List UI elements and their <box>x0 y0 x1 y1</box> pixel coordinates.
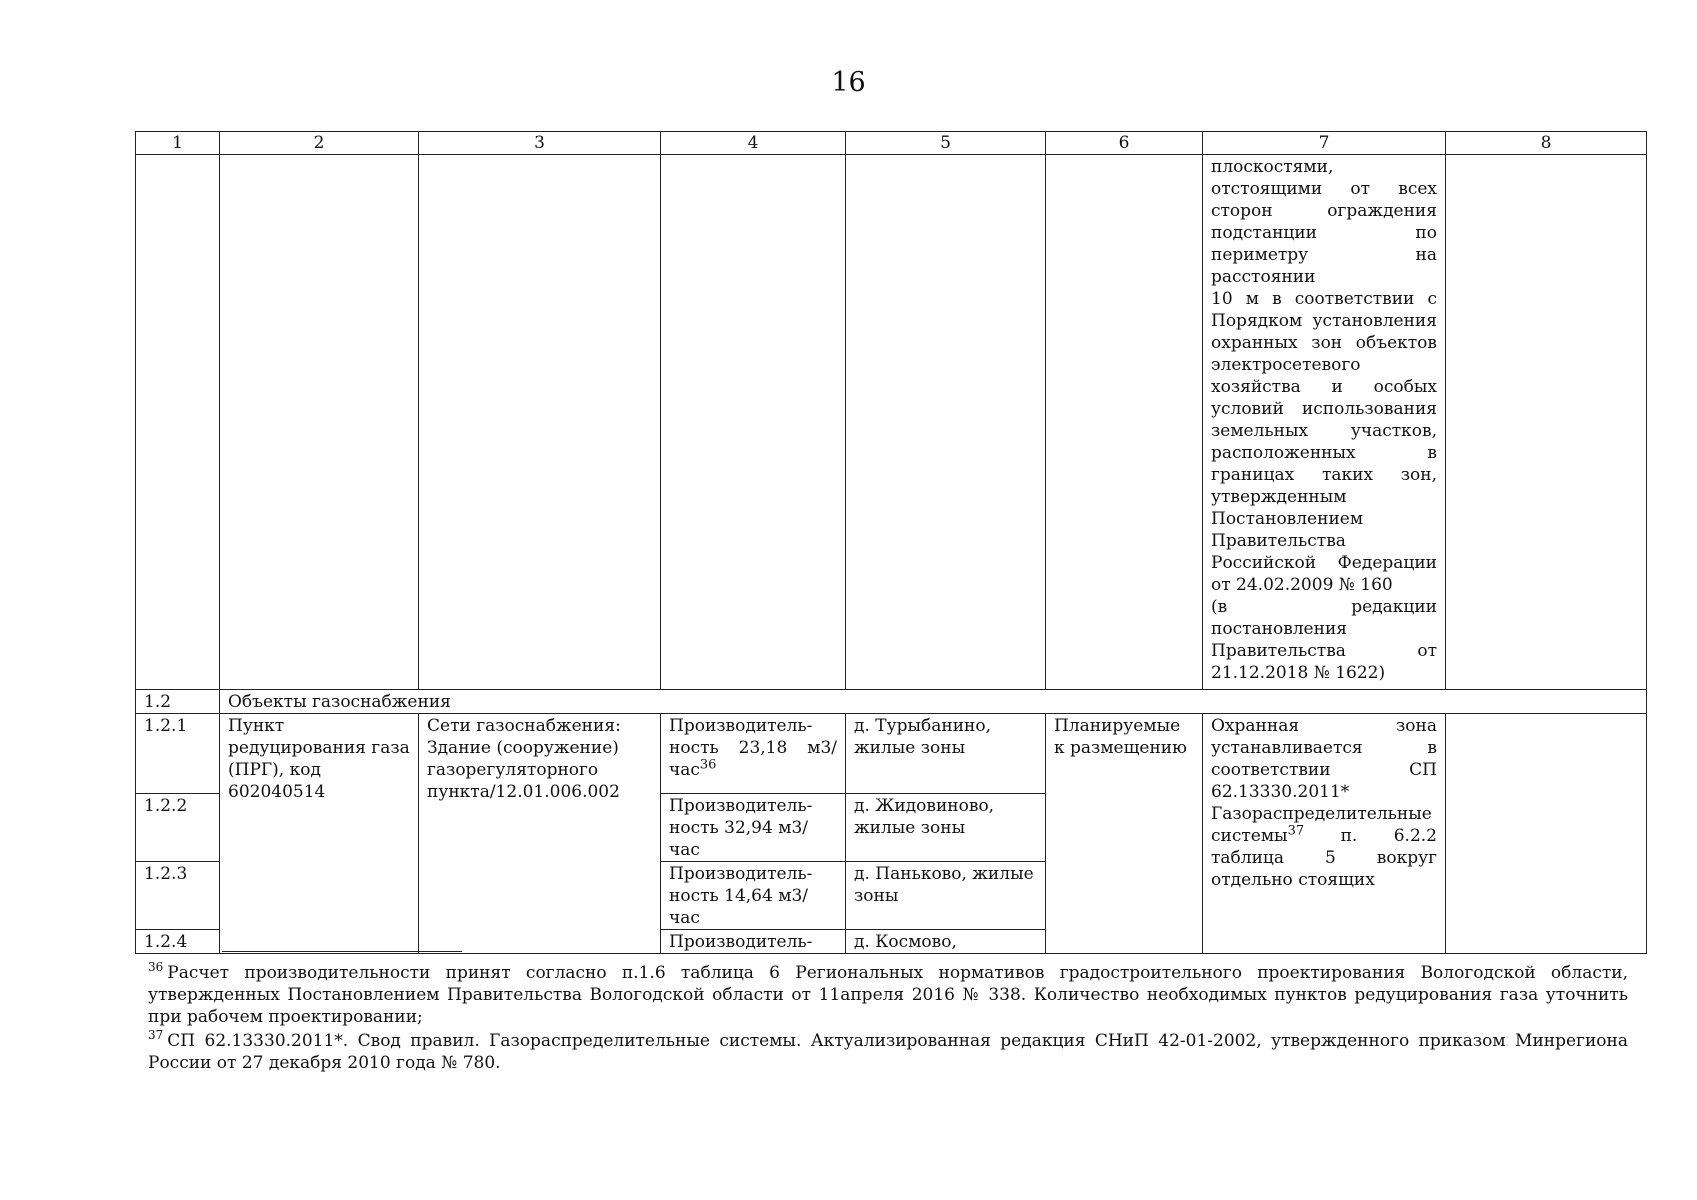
text-line: Российской Федерации <box>1211 553 1437 573</box>
object-purpose-cell: Сети газоснабжения: Здание (сооружение) газорегуляторного пункта/12.01.006.002 <box>419 714 661 954</box>
object-name-cell: Пункт редуцирования газа (ПРГ), код 602040514 <box>220 714 419 954</box>
column-header: 6 <box>1046 132 1203 155</box>
capacity-text: Производитель-ность 23,18 м3/час <box>669 716 837 780</box>
table-cell <box>419 155 661 690</box>
text-line: земельных участков, <box>1211 421 1437 441</box>
text-line: хозяйства и особых <box>1211 377 1437 397</box>
text-line: Правительства <box>1211 531 1346 551</box>
column-header: 7 <box>1203 132 1446 155</box>
footnote-mark: 37 <box>148 1028 164 1043</box>
column-header: 3 <box>419 132 661 155</box>
text-line: (в редакции <box>1211 597 1437 617</box>
text-line: границах таких зон, <box>1211 465 1437 485</box>
text-line: Порядком установления <box>1211 311 1437 331</box>
table-cell <box>1446 714 1647 954</box>
table-row <box>136 714 1647 794</box>
footnote-ref: 37 <box>1287 823 1305 839</box>
footnote-ref: 36 <box>699 757 717 773</box>
text-line: постановления <box>1211 619 1348 639</box>
continuation-row <box>136 155 1647 690</box>
text-line: подстанции по <box>1211 223 1437 243</box>
text-line: охранных зон объектов <box>1211 333 1437 353</box>
section-title: Объекты газоснабжения <box>220 690 1647 714</box>
text-line: условий использования <box>1211 399 1437 419</box>
page-number: 16 <box>831 67 866 98</box>
row-number: 1.2.2 <box>136 794 220 862</box>
text-line: плоскостями, <box>1211 157 1334 177</box>
text-line: электросетевого <box>1211 355 1361 375</box>
text-line: отстоящими от всех <box>1211 179 1437 199</box>
column-header: 1 <box>136 132 220 155</box>
zone-text: Охранная зона устанавливается в соответствии СП 62.13330.2011* Газораспределительные системы <box>1211 716 1437 846</box>
capacity-cell: Производитель-ность 14,64 м3/час <box>661 862 846 930</box>
table-header-row <box>136 132 1647 155</box>
capacity-cell <box>661 714 846 794</box>
protection-zone-text-cell <box>1203 155 1446 690</box>
location-cell: д. Жидовиново, жилые зоны <box>846 794 1046 862</box>
section-row <box>136 690 1647 714</box>
text-line: сторон ограждения <box>1211 201 1437 221</box>
location-cell: д. Турыбанино, жилые зоны <box>846 714 1046 794</box>
text-line: 10 м в соответствии с <box>1211 289 1437 309</box>
table-cell <box>1446 155 1647 690</box>
status-cell: Планируемые к размещению <box>1046 714 1203 954</box>
text-line: Правительства от <box>1211 641 1437 661</box>
text-line: Постановлением <box>1211 509 1364 529</box>
footnotes <box>148 962 1628 1076</box>
footnote <box>148 962 1628 1028</box>
section-number: 1.2 <box>136 690 220 714</box>
footnote <box>148 1030 1628 1074</box>
data-table <box>135 131 1647 954</box>
table-cell <box>136 155 220 690</box>
location-cell: д. Паньково, жилые зоны <box>846 862 1046 930</box>
row-number: 1.2.3 <box>136 862 220 930</box>
zone-text-continued: п. 6.2.2 таблица 5 вокруг отдельно стоящих <box>1211 826 1437 890</box>
column-header: 8 <box>1446 132 1647 155</box>
row-number: 1.2.1 <box>136 714 220 794</box>
location-cell: д. Космово, <box>846 930 1046 954</box>
footnote-text: СП 62.13330.2011*. Свод правил. Газораспределительные системы. Актуализированная редакция СНиП 42-01-2002, утвержденного приказом Минрегиона России от 27 декабря 2010 года № 780. <box>148 1031 1628 1073</box>
column-header: 5 <box>846 132 1046 155</box>
table-cell <box>1046 155 1203 690</box>
text-line: от 24.02.2009 № 160 <box>1211 575 1393 595</box>
text-line: утвержденным <box>1211 487 1347 507</box>
text-line: 21.12.2018 № 1622) <box>1211 663 1386 683</box>
protection-zone-cell <box>1203 714 1446 954</box>
capacity-cell: Производитель- <box>661 930 846 954</box>
text-line: расположенных в <box>1211 443 1437 463</box>
column-header: 2 <box>220 132 419 155</box>
footnote-separator <box>222 951 462 952</box>
column-header: 4 <box>661 132 846 155</box>
table-cell <box>220 155 419 690</box>
capacity-cell: Производитель-ность 32,94 м3/час <box>661 794 846 862</box>
text-line: периметру на расстоянии <box>1211 245 1437 287</box>
table-cell <box>846 155 1046 690</box>
footnote-text: Расчет производительности принят согласно п.1.6 таблица 6 Региональных нормативов градостроительного проектирования Вологодской области, утвержденных Постановлением Правительства Вологодской области от 11апреля 2016 № 338. Количество необходимых пунктов редуцирования газа уточнить при рабочем проектировании; <box>148 963 1628 1027</box>
footnote-mark: 36 <box>148 960 164 975</box>
row-number: 1.2.4 <box>136 930 220 954</box>
table-cell <box>661 155 846 690</box>
